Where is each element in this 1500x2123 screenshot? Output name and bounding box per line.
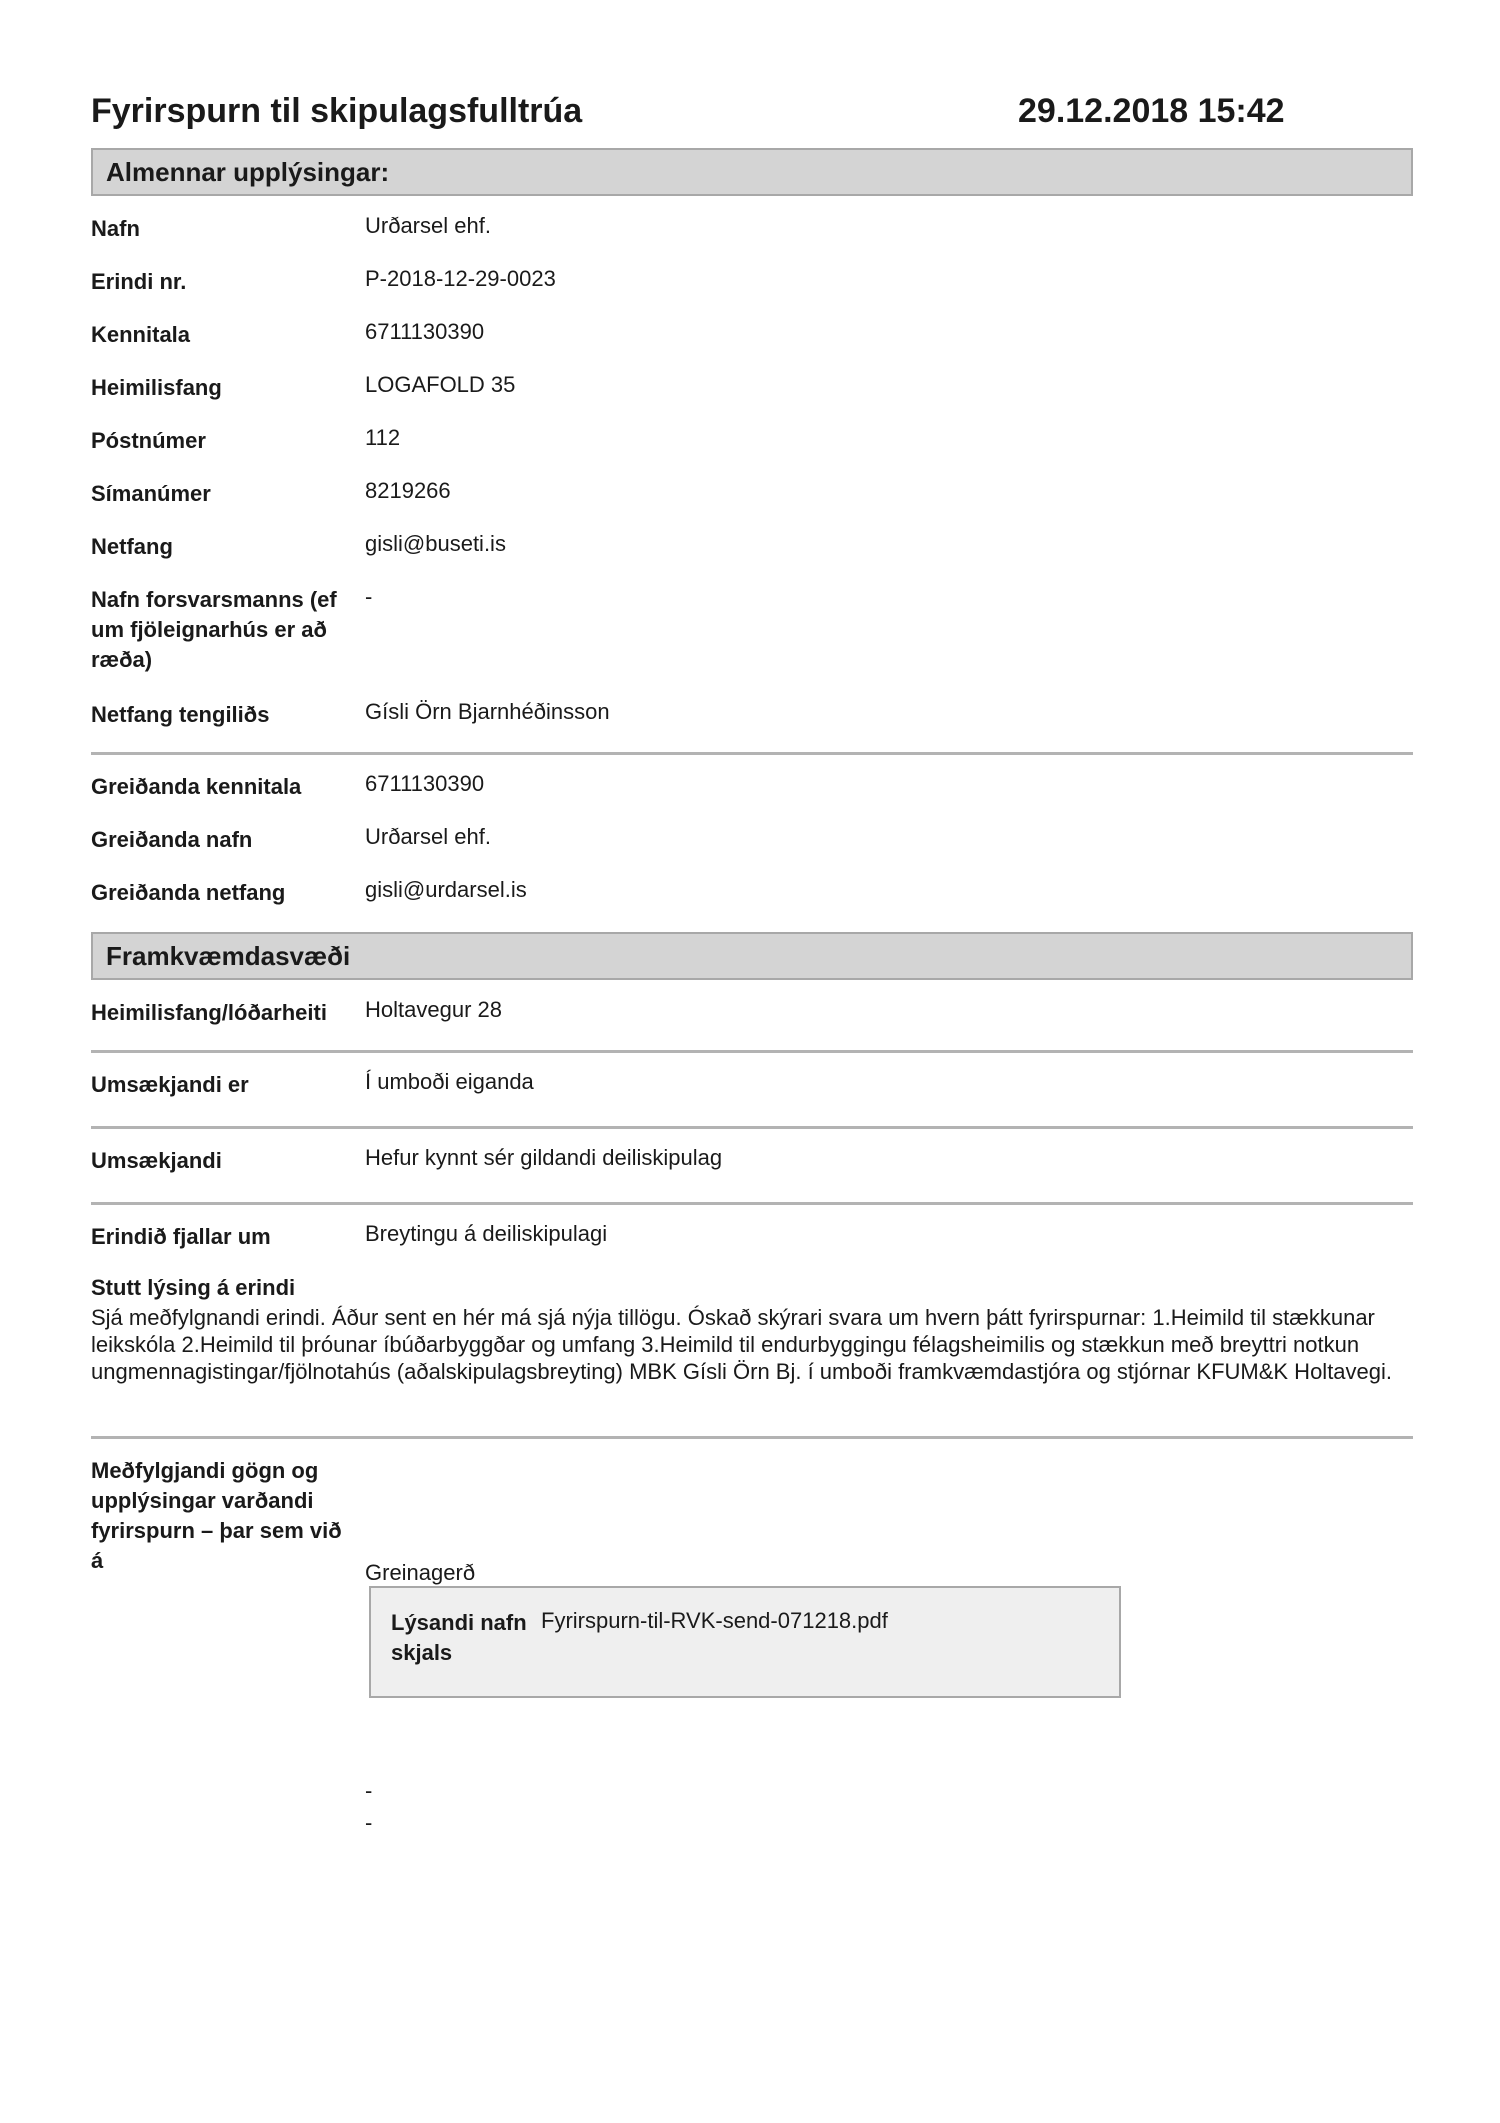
field-label-representative: Nafn forsvarsmanns (ef um fjöleignarhús er að ræða) <box>91 587 337 672</box>
divider <box>91 1202 1413 1205</box>
field-label-payer-email: Greiðanda netfang <box>91 880 286 905</box>
field-label-address: Heimilisfang <box>91 375 222 400</box>
description-label: Stutt lýsing á erindi <box>91 1275 296 1300</box>
field-value-name: Urðarsel ehf. <box>365 213 491 238</box>
field-label-name: Nafn <box>91 216 140 241</box>
field-label-id-number: Kennitala <box>91 322 191 347</box>
section-header-area: Framkvæmdasvæði <box>91 932 1413 980</box>
attachment-file-name[interactable]: Fyrirspurn-til-RVK-send-071218.pdf <box>541 1608 888 1633</box>
field-label-applicant: Umsækjandi <box>91 1148 222 1173</box>
field-label-phone: Símanúmer <box>91 481 211 506</box>
divider <box>91 1436 1413 1439</box>
field-label-case-number: Erindi nr. <box>91 269 187 294</box>
page-datetime: 29.12.2018 15:42 <box>1018 92 1285 130</box>
attachment-extra-2: - <box>365 1810 373 1835</box>
field-value-address: LOGAFOLD 35 <box>365 372 516 397</box>
field-label-contact-email: Netfang tengiliðs <box>91 702 270 727</box>
attachment-category: Greinagerð <box>365 1560 476 1585</box>
attachment-extra-1: - <box>365 1778 373 1803</box>
divider <box>91 752 1413 755</box>
field-value-representative: - <box>365 584 373 609</box>
attachment-file-label: Lýsandi nafn skjals <box>391 1610 527 1665</box>
field-value-payer-name: Urðarsel ehf. <box>365 824 491 849</box>
field-value-email: gisli@buseti.is <box>365 531 506 556</box>
field-label-postal-code: Póstnúmer <box>91 428 206 453</box>
divider <box>91 1050 1413 1053</box>
section-header-general: Almennar upplýsingar: <box>91 148 1413 196</box>
field-value-postal-code: 112 <box>365 425 401 450</box>
divider <box>91 1126 1413 1129</box>
field-value-applicant: Hefur kynnt sér gildandi deiliskipulag <box>365 1145 723 1170</box>
field-value-site: Holtavegur 28 <box>365 997 502 1022</box>
field-label-applicant-role: Umsækjandi er <box>91 1072 249 1097</box>
field-value-payer-email: gisli@urdarsel.is <box>365 877 527 902</box>
field-label-email: Netfang <box>91 534 173 559</box>
field-value-applicant-role: Í umboði eiganda <box>365 1069 534 1094</box>
field-value-payer-id: 6711130390 <box>365 771 485 796</box>
field-value-id-number: 6711130390 <box>365 319 485 344</box>
field-value-contact-email: Gísli Örn Bjarnhéðinsson <box>365 699 610 724</box>
field-label-subject: Erindið fjallar um <box>91 1224 271 1249</box>
attachment-box <box>369 1586 1121 1698</box>
field-label-site: Heimilisfang/lóðarheiti <box>91 1000 327 1025</box>
field-value-phone: 8219266 <box>365 478 451 503</box>
field-value-subject: Breytingu á deiliskipulagi <box>365 1221 608 1246</box>
description-text: Sjá meðfylgnandi erindi. Áður sent en hér má sjá nýja tillögu. Óskað skýrari svara um hvern þátt fyrirspurnar: 1.Heimild til stækkunar leikskóla 2.Heimild til þróunar íbúðarbyggðar og umfang 3.Heimild til endurbyggingu félagsheimilis og stækkun með breyttri notkun ungmennagistingar/fjölnotahús (aðalskipulagsbreyting) MBK Gísli Örn Bj. í umboði framkvæmdastjóra og stjórnar KFUM&K Holtavegi. <box>91 1305 1393 1384</box>
attachments-label: Meðfylgjandi gögn og upplýsingar varðandi fyrirspurn – þar sem við á <box>91 1458 342 1573</box>
page-title: Fyrirspurn til skipulagsfulltrúa <box>91 92 583 130</box>
field-value-case-number: P-2018-12-29-0023 <box>365 266 556 291</box>
field-label-payer-name: Greiðanda nafn <box>91 827 253 852</box>
field-label-payer-id: Greiðanda kennitala <box>91 774 302 799</box>
